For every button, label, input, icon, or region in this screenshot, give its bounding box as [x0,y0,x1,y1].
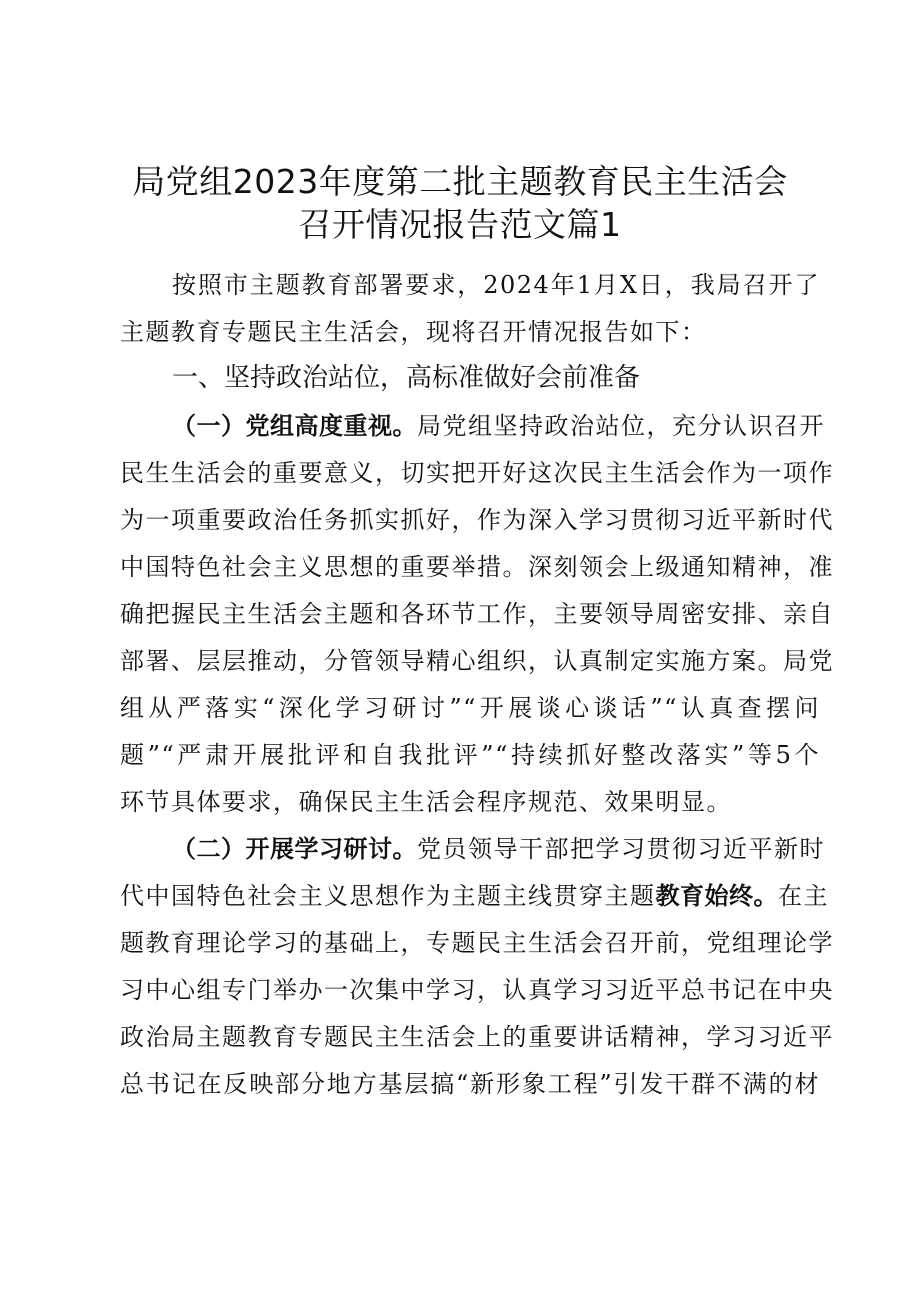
paragraph-2 [120,826,834,1108]
paragraph-1-line-8: 题”“严肃开展批评和自我批评”“持续抓好整改落实”等5个 [120,741,820,769]
document-title-line-2: 召开情况报告范文篇1 [298,205,622,244]
document-title-line-1: 局党组2023年度第二批主题教育民主生活会 [132,162,788,201]
paragraph-2-line-2 [120,873,829,920]
paragraph-1 [120,403,834,826]
paragraph-1-line-4: 中国特色社会主义思想的重要举措。深刻领会上级通知精神，准 [120,553,834,581]
paragraph-1-line-1 [120,403,825,450]
paragraph-1-line-7: 组从严落实“深化学习研讨”“开展谈心谈话”“认真查摆问 [120,694,820,722]
paragraph-2-line-5: 政治局主题教育专题民主生活会上的重要讲话精神，学习习近平 [120,1023,834,1051]
paragraph-2-bold-lead: （二）开展学习研讨。 [172,835,417,863]
paragraph-1-bold-lead: （一）党组高度重视。 [172,412,417,440]
paragraph-2-line-2-text-b: 在主 [778,882,829,910]
paragraph-1-line-1-text: 局党组坚持政治站位，充分认识召开 [417,412,825,440]
paragraph-2-line-1-text: 党员领导干部把学习贯彻习近平新时 [417,835,825,863]
paragraph-1-line-9: 环节具体要求，确保民主生活会程序规范、效果明显。 [120,788,732,816]
paragraph-1-line-2: 民生生活会的重要意义，切实把开好这次民主生活会作为一项作 [120,459,834,487]
paragraph-1-line-6: 部署、层层推动，分管领导精心组织，认真制定实施方案。局党 [120,647,834,675]
paragraph-1-line-3: 为一项重要政治任务抓实抓好，作为深入学习贯彻习近平新时代 [120,506,834,534]
paragraph-2-line-3: 题教育理论学习的基础上，专题民主生活会召开前，党组理论学 [120,929,834,957]
paragraph-2-line-1 [120,826,825,873]
paragraph-2-line-4: 习中心组专门举办一次集中学习，认真学习习近平总书记在中央 [120,976,834,1004]
section-1-heading: 一、坚持政治站位，高标准做好会前准备 [172,363,641,393]
intro-line-1: 按照市主题教育部署要求，2024年1月X日，我局召开了 [172,271,820,299]
paragraph-1-line-5: 确把握民主生活会主题和各环节工作，主要领导周密安排、亲自 [120,600,834,628]
intro-paragraph [120,262,820,356]
paragraph-2-line-2-text-a: 代中国特色社会主义思想作为主题主线贯穿主题 [120,882,656,910]
paragraph-2-line-6: 总书记在反映部分地方基层搞“新形象工程”引发干群不满的材 [120,1070,820,1098]
intro-line-2: 主题教育专题民主生活会，现将召开情况报告如下： [120,318,707,346]
paragraph-2-line-2-bold: 教育始终。 [655,882,778,910]
